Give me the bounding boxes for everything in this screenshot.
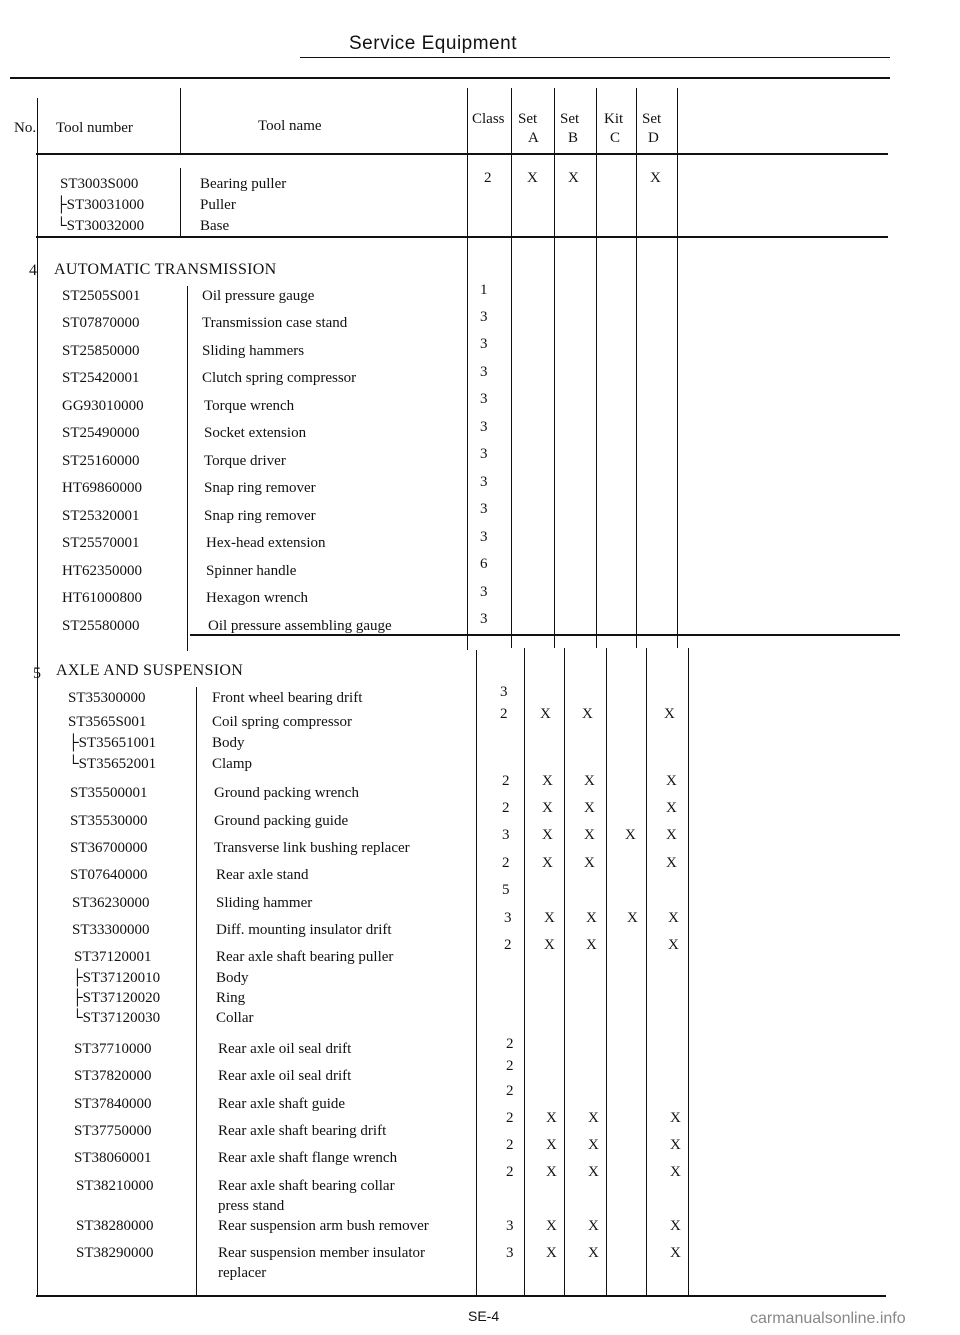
tool-number: ST25570001 [62, 535, 140, 551]
header-set-d-2: D [648, 130, 659, 146]
tool-name: replacer [218, 1265, 267, 1281]
tool-name: Snap ring remover [204, 508, 316, 524]
set-b-mark: X [584, 800, 595, 816]
tool-number: ST36230000 [72, 895, 150, 911]
header-no: No. [14, 120, 37, 136]
tool-name: Oil pressure assembling gauge [208, 618, 392, 634]
tool-name: press stand [218, 1198, 285, 1214]
tool-name: Rear axle oil seal drift [218, 1068, 352, 1084]
tool-name: Clamp [212, 756, 252, 772]
tool-name: Base [200, 218, 230, 234]
tool-name: Sliding hammers [202, 343, 305, 359]
bottom-rule [36, 1295, 886, 1297]
tool-number: ST38210000 [76, 1178, 154, 1194]
section-rule [36, 236, 888, 238]
column-rule [511, 88, 512, 648]
tool-name: Rear suspension arm bush remover [218, 1218, 429, 1234]
tool-name: Rear axle oil seal drift [218, 1041, 352, 1057]
class-value: 3 [480, 391, 488, 407]
set-b-mark: X [588, 1218, 599, 1234]
tool-number: ST25580000 [62, 618, 140, 634]
set-b-mark: X [586, 910, 597, 926]
tool-name: Puller [200, 197, 236, 213]
page-number: SE-4 [468, 1308, 500, 1324]
set-a-mark: X [540, 706, 551, 722]
column-rule [554, 88, 555, 648]
tool-name: Oil pressure gauge [202, 288, 315, 304]
set-d-mark: X [670, 1245, 681, 1261]
tool-number: ST38290000 [76, 1245, 154, 1261]
tool-name: Hex-head extension [206, 535, 326, 551]
header-set-b-2: B [568, 130, 579, 146]
set-a-mark: X [546, 1110, 557, 1126]
tool-number: ├ST37120020 [72, 990, 161, 1006]
set-a-mark: X [546, 1245, 557, 1261]
class-value: 2 [502, 773, 510, 789]
tool-name: Snap ring remover [204, 480, 316, 496]
set-b-mark: X [588, 1245, 599, 1261]
class-value: 3 [480, 529, 488, 545]
header-set-a-1: Set [518, 111, 538, 127]
tool-name: Coil spring compressor [212, 714, 352, 730]
tool-name: Rear axle shaft guide [218, 1096, 346, 1112]
tool-number: ST37710000 [74, 1041, 152, 1057]
class-value: 3 [500, 684, 508, 700]
class-value: 2 [506, 1083, 514, 1099]
section-title: AUTOMATIC TRANSMISSION [54, 261, 277, 278]
tool-number: ST37120001 [74, 949, 152, 965]
page-title: Service Equipment [349, 33, 517, 54]
header-set-a-2: A [528, 130, 539, 146]
class-value: 2 [484, 170, 492, 186]
top-rule [10, 77, 890, 79]
set-b-mark: X [584, 773, 595, 789]
class-value: 3 [480, 474, 488, 490]
class-value: 2 [506, 1137, 514, 1153]
header-set-d-1: Set [642, 111, 662, 127]
set-a-mark: X [542, 800, 553, 816]
tool-name: Front wheel bearing drift [212, 690, 363, 706]
tool-number: ST33300000 [72, 922, 150, 938]
tool-name: Diff. mounting insulator drift [216, 922, 392, 938]
header-tool-name: Tool name [258, 118, 322, 134]
class-value: 2 [506, 1058, 514, 1074]
tool-name: Torque driver [204, 453, 286, 469]
class-value: 2 [506, 1036, 514, 1052]
class-value: 2 [500, 706, 508, 722]
tool-name: Transverse link bushing replacer [214, 840, 410, 856]
set-a-mark: X [546, 1164, 557, 1180]
class-value: 2 [506, 1110, 514, 1126]
set-d-mark: X [670, 1218, 681, 1234]
tool-name: Rear axle shaft bearing collar [218, 1178, 395, 1194]
section-title: AXLE AND SUSPENSION [56, 662, 244, 679]
tool-number: ST36700000 [70, 840, 148, 856]
class-value: 1 [480, 282, 488, 298]
tool-number: ST25420001 [62, 370, 140, 386]
header-set-b-1: Set [560, 111, 580, 127]
header-rule [36, 153, 888, 155]
tool-name: Transmission case stand [202, 315, 348, 331]
column-rule [476, 650, 477, 1296]
tool-name: Torque wrench [204, 398, 295, 414]
column-rule [646, 648, 647, 1296]
tool-name: Collar [216, 1010, 254, 1026]
column-rule [180, 168, 181, 238]
header-kit-c-1: Kit [604, 111, 624, 127]
tool-number: ├ST30031000 [56, 197, 145, 213]
tool-number: ST2505S001 [62, 288, 141, 304]
class-value: 3 [502, 827, 510, 843]
set-d-mark: X [664, 706, 675, 722]
set-b-mark: X [568, 170, 579, 186]
section-number: 5 [33, 665, 42, 682]
column-rule [688, 648, 689, 1296]
tool-number: ST3565S001 [68, 714, 147, 730]
set-b-mark: X [584, 827, 595, 843]
watermark: carmanualsonline.info [750, 1310, 906, 1327]
tool-number: GG93010000 [62, 398, 144, 414]
tool-name: Rear suspension member insulator [218, 1245, 426, 1261]
set-a-mark: X [544, 937, 555, 953]
set-a-mark: X [542, 855, 553, 871]
set-d-mark: X [668, 937, 679, 953]
class-value: 3 [480, 611, 488, 627]
set-d-mark: X [670, 1137, 681, 1153]
column-rule [636, 88, 637, 648]
set-b-mark: X [586, 937, 597, 953]
column-rule [37, 98, 38, 1296]
class-value: 3 [480, 501, 488, 517]
column-rule [524, 648, 525, 1296]
column-rule [606, 648, 607, 1296]
kit-c-mark: X [627, 910, 638, 926]
tool-name: Ground packing guide [214, 813, 349, 829]
tool-name: Body [216, 970, 249, 986]
tool-name: Ring [216, 990, 246, 1006]
tool-number: HT69860000 [62, 480, 142, 496]
tool-number: ├ST37120010 [72, 970, 161, 986]
column-rule [564, 648, 565, 1296]
header-tool-number: Tool number [56, 120, 133, 136]
tool-number: ST37840000 [74, 1096, 152, 1112]
class-value: 2 [502, 800, 510, 816]
tool-number: ST37820000 [74, 1068, 152, 1084]
set-b-mark: X [588, 1164, 599, 1180]
tool-number: ST35300000 [68, 690, 146, 706]
set-d-mark: X [670, 1164, 681, 1180]
set-a-mark: X [542, 827, 553, 843]
column-rule [596, 88, 597, 648]
class-value: 3 [480, 364, 488, 380]
tool-number: ST25160000 [62, 453, 140, 469]
kit-c-mark: X [625, 827, 636, 843]
class-value: 3 [504, 910, 512, 926]
tool-name: Body [212, 735, 245, 751]
tool-name: Spinner handle [206, 563, 297, 579]
tool-name: Rear axle stand [216, 867, 309, 883]
tool-number: HT62350000 [62, 563, 142, 579]
set-a-mark: X [542, 773, 553, 789]
tool-number: └ST30032000 [56, 218, 145, 234]
set-d-mark: X [666, 773, 677, 789]
tool-name: Rear axle shaft bearing puller [216, 949, 394, 965]
set-a-mark: X [546, 1218, 557, 1234]
tool-number: ST35500001 [70, 785, 148, 801]
tool-name: Socket extension [204, 425, 307, 441]
tool-name: Ground packing wrench [214, 785, 359, 801]
class-value: 3 [480, 419, 488, 435]
tool-number: ST3003S000 [60, 176, 139, 192]
tool-number: ST25850000 [62, 343, 140, 359]
set-d-mark: X [670, 1110, 681, 1126]
tool-number: ST07640000 [70, 867, 148, 883]
header-kit-c-2: C [610, 130, 621, 146]
class-value: 2 [506, 1164, 514, 1180]
set-b-mark: X [582, 706, 593, 722]
tool-name: Bearing puller [200, 176, 287, 192]
tool-number: ST37750000 [74, 1123, 152, 1139]
tool-number: ST35530000 [70, 813, 148, 829]
class-value: 3 [480, 336, 488, 352]
class-value: 3 [480, 446, 488, 462]
header-class: Class [472, 111, 505, 127]
tool-number: ST25320001 [62, 508, 140, 524]
column-rule [467, 88, 468, 650]
set-d-mark: X [666, 800, 677, 816]
tool-name: Rear axle shaft flange wrench [218, 1150, 398, 1166]
set-b-mark: X [588, 1137, 599, 1153]
tool-number: └ST37120030 [72, 1010, 161, 1026]
tool-number: ST07870000 [62, 315, 140, 331]
tool-number: ├ST35651001 [68, 735, 157, 751]
tool-number: └ST35652001 [68, 756, 157, 772]
class-value: 3 [480, 584, 488, 600]
set-a-mark: X [527, 170, 538, 186]
tool-number: HT61000800 [62, 590, 142, 606]
section-number: 4 [29, 262, 38, 279]
tool-number: ST38060001 [74, 1150, 152, 1166]
class-value: 3 [506, 1245, 514, 1261]
set-d-mark: X [650, 170, 661, 186]
tool-name: Sliding hammer [216, 895, 313, 911]
set-d-mark: X [666, 855, 677, 871]
tool-name: Rear axle shaft bearing drift [218, 1123, 387, 1139]
column-rule [180, 88, 181, 154]
class-value: 2 [502, 855, 510, 871]
set-d-mark: X [668, 910, 679, 926]
column-rule [677, 88, 678, 648]
column-rule [196, 687, 197, 1296]
set-b-mark: X [588, 1110, 599, 1126]
tool-name: Hexagon wrench [206, 590, 309, 606]
tool-name: Clutch spring compressor [202, 370, 357, 386]
set-a-mark: X [544, 910, 555, 926]
column-rule [187, 286, 188, 651]
set-d-mark: X [666, 827, 677, 843]
class-value: 2 [504, 937, 512, 953]
set-b-mark: X [584, 855, 595, 871]
title-rule [300, 57, 890, 58]
section-rule [190, 634, 900, 636]
class-value: 6 [480, 556, 488, 572]
class-value: 3 [506, 1218, 514, 1234]
tool-number: ST38280000 [76, 1218, 154, 1234]
set-a-mark: X [546, 1137, 557, 1153]
class-value: 3 [480, 309, 488, 325]
class-value: 5 [502, 882, 510, 898]
tool-number: ST25490000 [62, 425, 140, 441]
